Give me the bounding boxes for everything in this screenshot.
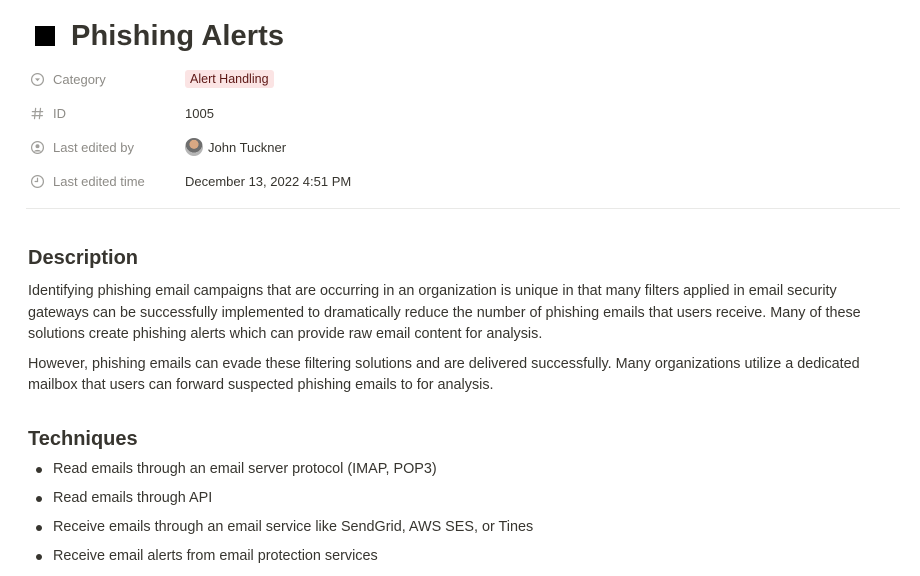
bullet-icon — [36, 554, 42, 560]
list-item[interactable] — [28, 459, 888, 488]
list-item-text: Receive email alerts from email protection services — [53, 547, 378, 564]
list-item[interactable] — [28, 488, 888, 517]
property-value: 1005 — [185, 105, 214, 121]
list-item-text: Read emails through API — [53, 489, 213, 506]
list-item[interactable] — [28, 517, 888, 546]
description-paragraph[interactable]: However, phishing emails can evade these filtering solutions and are delivered successfully. Many organizations utilize a dedicated mailbox that users can forward suspected phishing emails to for analysis. — [28, 355, 860, 393]
select-circle-icon — [30, 72, 45, 87]
property-value: December 13, 2022 4:51 PM — [185, 173, 352, 189]
avatar[interactable] — [185, 138, 203, 156]
bullet-icon — [36, 525, 42, 531]
hash-icon — [30, 106, 45, 121]
property-value[interactable] — [185, 138, 286, 156]
clock-icon — [30, 174, 45, 189]
property-label-text: Category — [53, 71, 106, 87]
description-paragraph[interactable]: Identifying phishing email campaigns that are occurring in an organization is unique in that many filters applied in email security gateways can be successfully implemented to dramatically reduce the number of phishing emails that users receive. Many of these solutions create phishing alerts which can provide raw email content for analysis. — [28, 283, 861, 342]
property-label[interactable] — [30, 106, 185, 121]
page-content — [28, 244, 888, 575]
property-label-text: Last edited time — [53, 173, 145, 189]
page-title[interactable]: Phishing Alerts — [71, 19, 285, 52]
title-row — [34, 16, 284, 56]
properties-panel — [30, 62, 900, 198]
divider — [26, 208, 900, 209]
bullet-icon — [36, 467, 42, 473]
property-category[interactable] — [30, 62, 900, 96]
property-label-text: ID — [53, 105, 66, 121]
person-circle-icon — [30, 140, 45, 155]
property-label[interactable] — [30, 72, 185, 87]
techniques-list — [28, 459, 888, 575]
black-square-icon[interactable] — [35, 26, 55, 46]
property-last-edited-time[interactable] — [30, 164, 900, 198]
property-label[interactable] — [30, 140, 185, 155]
list-item-text: Read emails through an email server protocol (IMAP, POP3) — [53, 460, 437, 477]
list-item[interactable] — [28, 546, 888, 575]
bullet-icon — [36, 496, 42, 502]
description-heading[interactable]: Description — [28, 247, 139, 269]
techniques-heading[interactable]: Techniques — [28, 427, 138, 450]
category-tag[interactable]: Alert Handling — [185, 70, 274, 88]
property-value[interactable] — [185, 70, 274, 88]
list-item-text: Receive emails through an email service like SendGrid, AWS SES, or Tines — [53, 518, 534, 535]
person-name[interactable]: John Tuckner — [208, 139, 287, 155]
property-label-text: Last edited by — [53, 139, 134, 155]
property-label[interactable] — [30, 174, 185, 189]
property-last-edited-by[interactable] — [30, 130, 900, 164]
property-id[interactable] — [30, 96, 900, 130]
